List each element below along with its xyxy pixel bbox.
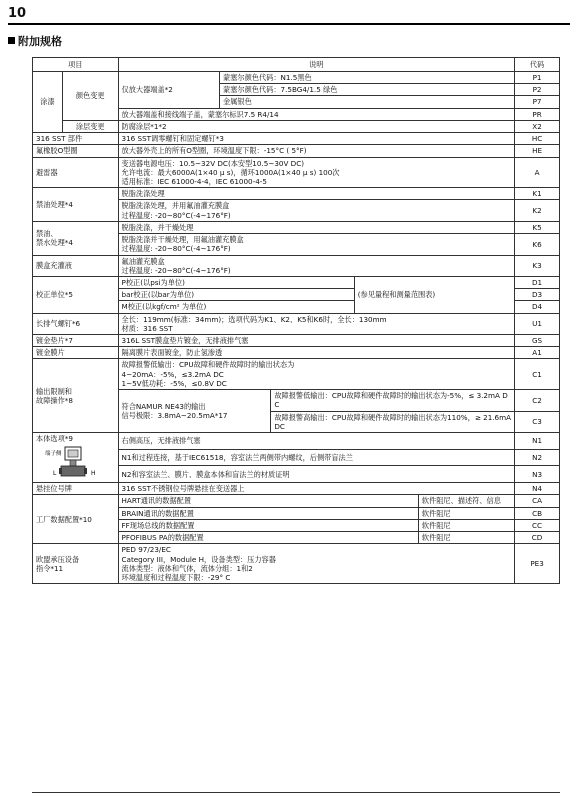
vent-code: U1 [515, 313, 560, 334]
vent-item: 长排气螺钉*6 [33, 313, 119, 334]
header-code: 代码 [515, 58, 560, 72]
table-row [33, 221, 560, 233]
transmitter-diagram-icon [45, 445, 105, 481]
k1-desc: 脱脂洗涤处理 [118, 188, 515, 200]
n2-code: N2 [515, 449, 560, 466]
square-bullet-icon [8, 37, 15, 44]
table-row [33, 188, 560, 200]
pr-code: PR [515, 108, 560, 120]
amp-cover-only: 仅放大器端盖*2 [118, 72, 220, 109]
capsule-item: 膜盒充灌液 [33, 255, 119, 276]
lightning-desc: 变送器电源电压：10.5~32V DC(本安型10.5~30V DC) 允许电流：最大6000A(1×40 µ s)，循环1000A(1×40 µ s) 100次 适用标准：IEC 61000-4-4，IEC 61000-4-5 [118, 157, 515, 188]
gasket-desc: 316L SST膜盒垫片镀金，无排液排气塞 [118, 335, 515, 347]
n3-code: N3 [515, 466, 560, 483]
k1-code: K1 [515, 188, 560, 200]
sst-item: 316 SST 部件 [33, 133, 119, 145]
pr-desc: 放大器端盖和接线端子盖，蒙塞尔标识7.5 R4/14 [118, 108, 515, 120]
ped-code: PE3 [515, 544, 560, 584]
p2-code: P2 [515, 84, 560, 96]
output-item: 输出限制和 故障操作*8 [33, 359, 119, 433]
terminal-side-text: 端子侧 [45, 451, 62, 458]
c3-desc: 故障报警高输出：CPU故障和硬件故障时的输出状态为110%，≥ 21.6mA DC [271, 411, 515, 432]
section-title-text: 附加规格 [18, 35, 62, 48]
table-row [33, 483, 560, 495]
d4-code: D4 [515, 301, 560, 313]
n3-desc: N2和容室法兰、膜片、膜盒本体和盲法兰的材质证明 [118, 466, 515, 483]
k6-code: K6 [515, 234, 560, 255]
k5-desc: 脱脂洗涤，并干燥处理 [118, 221, 515, 233]
n1-code: N1 [515, 433, 560, 450]
fluoro-item: 氟橡胶O型圈 [33, 145, 119, 157]
table-row [33, 72, 560, 84]
cc-note: 软件阻尼 [418, 519, 514, 531]
factory-item: 工厂数据配置*10 [33, 495, 119, 544]
cd-code: CD [515, 532, 560, 544]
cc-desc: FF现场总线的数据配置 [118, 519, 418, 531]
d1-desc: P校正(以psi为单位) [118, 276, 354, 288]
k2-code: K2 [515, 200, 560, 221]
ca-desc: HART通讯的数据配置 [118, 495, 418, 507]
table-row [33, 133, 560, 145]
table-row [33, 544, 560, 584]
d4-desc: M校正(以kgf/cm² 为单位) [118, 301, 354, 313]
table-row [33, 255, 560, 276]
p7-desc: 金属银色 [220, 96, 515, 108]
h-side-text: H [91, 470, 96, 478]
footer-rule [32, 792, 560, 793]
table-row [33, 157, 560, 188]
body-item-label: 本体选项*9 [36, 434, 73, 443]
x2-code: X2 [515, 120, 560, 132]
cd-note: 软件阻尼 [418, 532, 514, 544]
c2-code: C2 [515, 390, 560, 411]
color-change-label: 颜色变更 [62, 72, 118, 121]
table-row [33, 335, 560, 347]
table-row [33, 120, 560, 132]
header-item: 项目 [33, 58, 119, 72]
table-row [33, 276, 560, 288]
tag-item: 悬挂位号牌 [33, 483, 119, 495]
header-desc: 说明 [118, 58, 515, 72]
capsule-code: K3 [515, 255, 560, 276]
p1-desc: 蒙塞尔颜色代码：N1.5黑色 [220, 72, 515, 84]
sst-code: HC [515, 133, 560, 145]
gasket-code: GS [515, 335, 560, 347]
ca-note: 软件阻尼、描述符、信息 [418, 495, 514, 507]
d1-code: D1 [515, 276, 560, 288]
namur-desc: 符合NAMUR NE43的输出 信号极限：3.8mA~20.5mA*17 [118, 390, 271, 433]
sst-desc: 316 SST调零螺钉和固定螺钉*3 [118, 133, 515, 145]
c3-code: C3 [515, 411, 560, 432]
ped-desc: PED 97/23/EC Category III，Module H，设备类型：压力容器 流体类型：液体和气体，流体分组：1和2 环境温度和过程温度下限：-29° C [118, 544, 515, 584]
cb-desc: BRAIN通讯的数据配置 [118, 507, 418, 519]
c1-desc: 故障报警低输出：CPU故障和硬件故障时的输出状态为 4~20mA：-5%，≤3.2mA DC 1~5V低功耗：-5%，≤0.8V DC [118, 359, 515, 390]
d3-desc: bar校正(以bar为单位) [118, 289, 354, 301]
vent-desc: 全长：119mm(标准：34mm)；选项代码为K1、K2、K5和K6时，全长：130mm 材质：316 SST [118, 313, 515, 334]
oilwater-item: 禁油、 禁水处理*4 [33, 221, 119, 255]
k2-desc: 脱脂洗涤处理，并用氟油灌充膜盒 过程温度: -20~80°C(-4~176°F) [118, 200, 515, 221]
cd-desc: PFOFIBUS PA的数据配置 [118, 532, 418, 544]
p1-code: P1 [515, 72, 560, 84]
l-side-text: L [53, 470, 57, 478]
d3-code: D3 [515, 289, 560, 301]
header-rule [8, 23, 570, 25]
page-number: 10 [8, 6, 27, 21]
lightning-code: A [515, 157, 560, 188]
x2-desc: 防腐涂层*1*2 [118, 120, 515, 132]
body-item [33, 433, 119, 483]
diaphragm-desc: 隔离膜片表面镀金，防止氢渗透 [118, 347, 515, 359]
capsule-desc: 氟油灌充膜盒 过程温度: -20~80°C(-4~176°F) [118, 255, 515, 276]
cc-code: CC [515, 519, 560, 531]
p2-desc: 蒙塞尔颜色代码：7.5BG4/1.5 绿色 [220, 84, 515, 96]
n2-desc: N1和过程连接，基于IEC61518，容室法兰两侧带内螺纹，后侧带盲法兰 [118, 449, 515, 466]
fluoro-code: HE [515, 145, 560, 157]
painting-label: 涂漆 [33, 72, 63, 133]
p7-code: P7 [515, 96, 560, 108]
lightning-item: 避雷器 [33, 157, 119, 188]
section-title [8, 33, 62, 49]
table-row [33, 145, 560, 157]
cb-code: CB [515, 507, 560, 519]
cb-note: 软件阻尼 [418, 507, 514, 519]
header-row [33, 58, 560, 72]
tag-desc: 316 SST不锈钢位号牌悬挂在变送器上 [118, 483, 515, 495]
calib-note: (参见量程和测量范围表) [354, 276, 514, 313]
fluoro-desc: 放大器外壳上的所有O型圈，环境温度下限：-15°C ( 5°F) [118, 145, 515, 157]
diaphragm-code: A1 [515, 347, 560, 359]
tag-code: N4 [515, 483, 560, 495]
table-row [33, 359, 560, 390]
table-row [33, 495, 560, 507]
coating-change-label: 涂层变更 [62, 120, 118, 132]
k5-code: K5 [515, 221, 560, 233]
ca-code: CA [515, 495, 560, 507]
n1-desc: 右侧高压，无排液排气塞 [118, 433, 515, 450]
spec-table [32, 57, 560, 584]
gasket-item: 镀金垫片*7 [33, 335, 119, 347]
ped-item: 欧盟承压设备 指令*11 [33, 544, 119, 584]
k6-desc: 脱脂洗涤并干燥处理，用氟油灌充膜盒 过程温度: -20~80°C(-4~176°F) [118, 234, 515, 255]
diaphragm-item: 镀金膜片 [33, 347, 119, 359]
table-row [33, 347, 560, 359]
table-row [33, 313, 560, 334]
c2-desc: 故障报警低输出：CPU故障和硬件故障时的输出状态为-5%，≤ 3.2mA DC [271, 390, 515, 411]
calib-item: 校正单位*5 [33, 276, 119, 313]
c1-code: C1 [515, 359, 560, 390]
table-row [33, 433, 560, 450]
oilfree-item: 禁油处理*4 [33, 188, 119, 222]
